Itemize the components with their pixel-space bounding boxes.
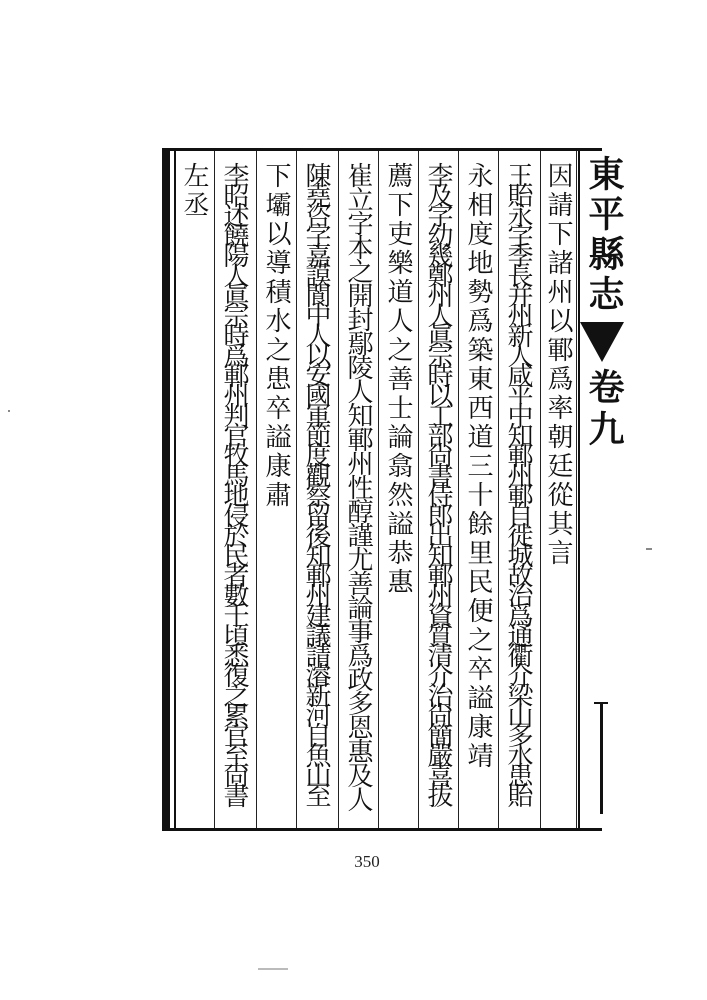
column-divider bbox=[296, 151, 297, 828]
scan-speck bbox=[258, 968, 288, 970]
text-column-10: 左丞 bbox=[179, 162, 209, 220]
frame-bottom-rule bbox=[162, 828, 602, 831]
frame-top-rule bbox=[162, 148, 602, 151]
book-title: 東平縣志 bbox=[583, 155, 625, 315]
column-divider bbox=[214, 151, 215, 828]
column-divider bbox=[256, 151, 257, 828]
column-divider bbox=[540, 151, 541, 828]
spine-bar bbox=[600, 702, 603, 814]
text-column-1: 因請下諸州以鄆爲率朝廷從其言 bbox=[543, 162, 573, 568]
column-divider bbox=[338, 151, 339, 828]
text-column-7: 陳堯咨字嘉謨閬中人以安國軍節度觀察留後知鄆州建議請濬新河自魚山至 bbox=[301, 162, 331, 802]
volume-label: 卷九 bbox=[583, 368, 625, 452]
frame-left-rule bbox=[162, 148, 170, 831]
text-column-8: 下壩以導積水之患卒謚康肅 bbox=[261, 162, 291, 510]
column-divider bbox=[418, 151, 419, 828]
fishtail-mark bbox=[580, 322, 624, 362]
text-column-6: 崔立字本之開封鄢陵人知鄆州性醇謹尤善論事爲政多恩惠及人 bbox=[343, 162, 373, 810]
column-divider bbox=[458, 151, 459, 828]
column-divider bbox=[576, 151, 577, 828]
column-divider bbox=[498, 151, 499, 828]
text-column-9: 李昭述饒陽人眞宗時爲鄆州判官牧馬地侵於民者數千頃悉復之累官至尙書 bbox=[219, 162, 249, 802]
scan-speck bbox=[8, 410, 10, 412]
text-column-4: 李及字幼幾鄭州人眞宗時以工部尙書侍郎出知鄆州資質清介治尙簡嚴喜拔 bbox=[423, 162, 453, 802]
text-column-5: 薦下吏樂道人之善士論翕然謚恭惠 bbox=[383, 162, 413, 597]
page-number: 350 bbox=[354, 852, 380, 871]
spine-rule bbox=[578, 148, 580, 831]
frame-inner-left-rule bbox=[174, 148, 176, 831]
text-column-3: 永相度地勢爲築東西道三十餘里民便之卒謚康靖 bbox=[463, 162, 493, 771]
scan-speck bbox=[646, 548, 652, 550]
column-divider bbox=[378, 151, 379, 828]
text-column-2: 王貽永字季長并州新人咸平中知鄆州鄆自徙城故治爲通衢介梁山多水患貽 bbox=[503, 162, 533, 802]
